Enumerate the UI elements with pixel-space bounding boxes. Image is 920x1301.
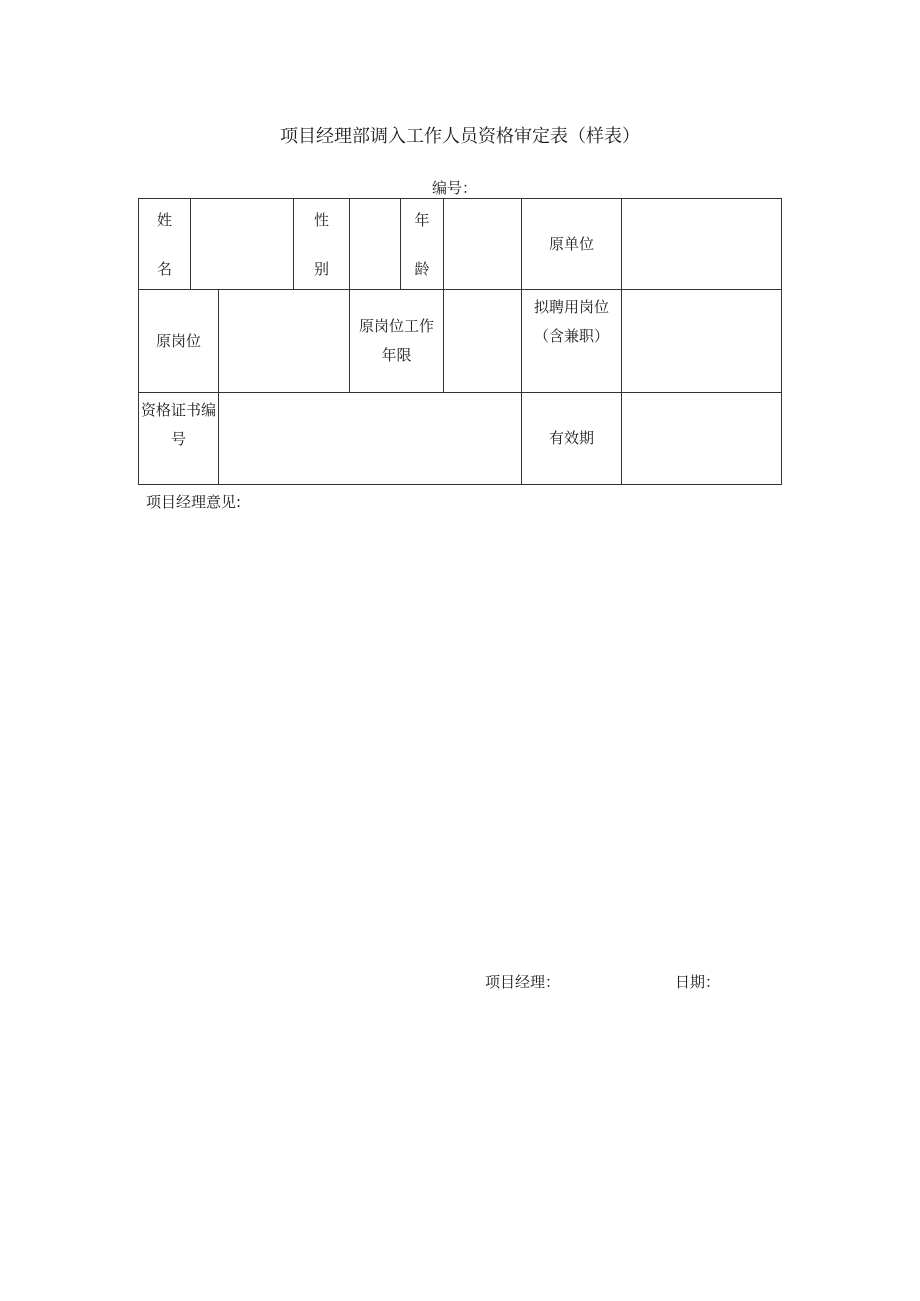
validity-label: 有效期 [548,429,594,447]
certificate-number-value-cell[interactable] [219,393,521,484]
original-post-years-line2: 年限 [381,346,412,364]
gender-label-cell [294,206,349,284]
validity-value-cell[interactable] [622,393,781,484]
table-border-bottom [138,484,782,485]
planned-post-value-cell[interactable] [622,290,781,392]
serial-number-label: 编号： [432,179,478,197]
gender-label-bottom: 别 [313,260,329,278]
planned-post-line2: （含兼职） [533,327,609,345]
gender-label-top: 性 [313,211,329,229]
original-post-years-line1: 原岗位工作 [358,317,434,335]
age-label-bottom: 龄 [414,260,430,278]
gender-value-cell[interactable] [350,199,400,289]
original-post-years-label [350,290,443,392]
form-title: 项目经理部调入工作人员资格审定表（样表） [280,126,640,147]
original-unit-label: 原单位 [548,234,594,253]
original-post-years-value-cell[interactable] [444,290,521,392]
certificate-number-line2: 号 [170,430,186,448]
manager-opinion-label: 项目经理意见: [146,493,242,511]
original-unit-value-cell[interactable] [622,199,781,289]
age-label-cell [401,206,443,284]
date-label: 日期： [675,973,721,991]
certificate-number-label [139,396,218,456]
original-post-value-cell[interactable] [219,290,349,392]
certificate-number-line1: 资格证书编 [140,401,216,419]
original-post-label: 原岗位 [155,331,201,350]
name-label-bottom: 名 [156,260,172,278]
planned-post-line1: 拟聘用岗位 [533,298,609,316]
planned-post-label [522,293,621,357]
name-label-cell [139,206,190,284]
qualification-table [138,198,782,485]
manager-signature-label: 项目经理： [485,973,561,991]
table-border-right [781,198,782,485]
name-label-top: 姓 [156,211,172,229]
age-label-top: 年 [414,211,430,229]
name-value-cell[interactable] [191,199,293,289]
age-value-cell[interactable] [444,199,521,289]
